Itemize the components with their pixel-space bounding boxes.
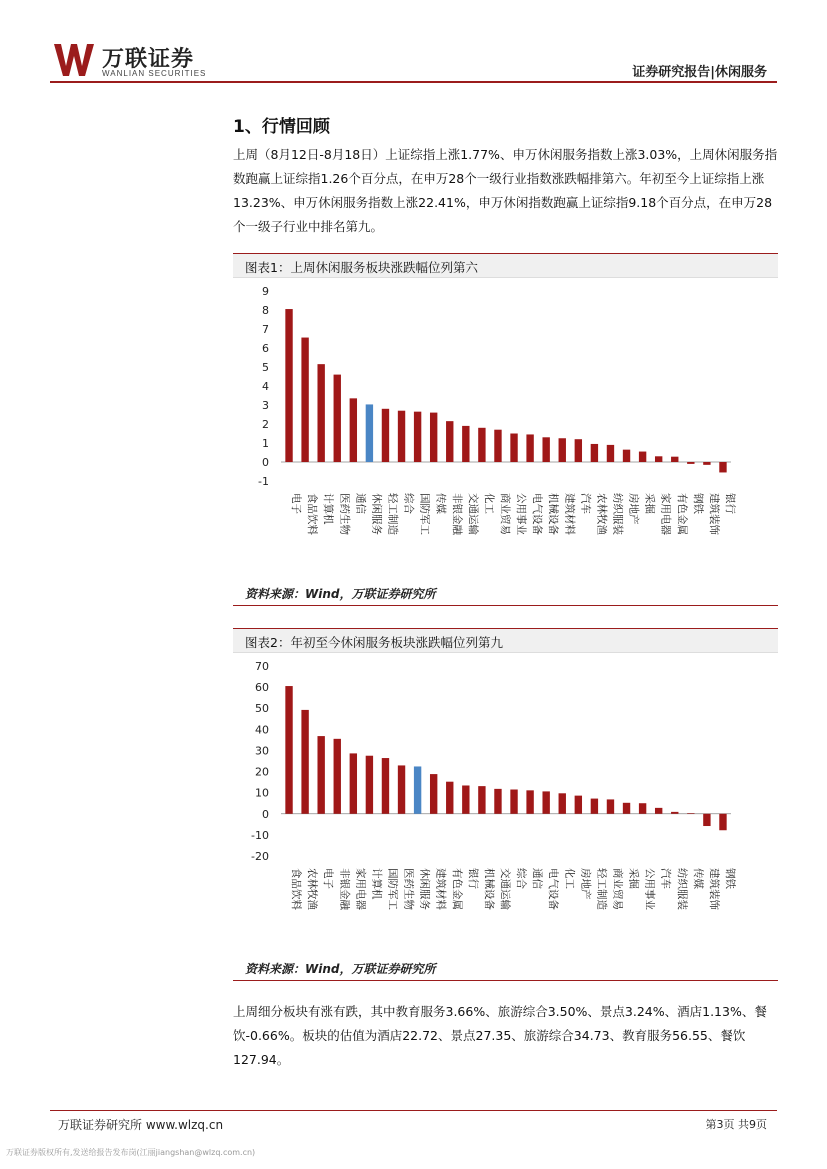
- category-label: 化工: [482, 493, 495, 514]
- bar: [510, 434, 517, 463]
- bar: [719, 462, 726, 472]
- bar: [703, 814, 710, 826]
- bar: [446, 782, 453, 814]
- bar: [334, 739, 341, 814]
- y-tick-label: 70: [255, 660, 269, 673]
- page-number: 第3页 共9页: [705, 1118, 767, 1131]
- category-label: 公用事业: [643, 868, 656, 910]
- bar: [430, 413, 437, 462]
- brand-logo: [52, 42, 242, 82]
- category-label: 商业贸易: [611, 868, 624, 910]
- figure-2-title: 图表2：年初至今休闲服务板块涨跌幅位列第九: [245, 635, 503, 650]
- category-label: 计算机: [322, 493, 335, 525]
- category-label: 有色金属: [675, 493, 688, 535]
- bar: [317, 364, 324, 462]
- y-tick-label: 3: [262, 399, 269, 412]
- category-label: 电子: [322, 868, 335, 889]
- bar: [591, 444, 598, 462]
- category-label: 交通运输: [498, 868, 511, 910]
- category-label: 食品饮料: [306, 493, 319, 535]
- y-tick-label: 10: [255, 786, 269, 800]
- footer-divider: [50, 1110, 777, 1111]
- category-label: 农林牧渔: [306, 868, 319, 910]
- category-label: 建筑材料: [563, 493, 576, 535]
- bar: [382, 758, 389, 814]
- figure-1-bottom-rule: [233, 605, 778, 606]
- bar: [623, 450, 630, 462]
- category-label: 银行: [723, 493, 736, 514]
- bar: [462, 785, 469, 813]
- bar: [382, 409, 389, 462]
- brand-name-cn: 万联证券: [102, 47, 195, 72]
- category-label: 轻工制造: [595, 868, 608, 910]
- figure-2-source: 资料来源：Wind，万联证券研究所: [245, 962, 436, 976]
- header-divider: [50, 81, 777, 83]
- bar: [671, 457, 678, 462]
- bar: [398, 765, 405, 813]
- y-tick-label: 30: [255, 744, 269, 758]
- copyright-watermark: 万联证券版权所有,发送给报告发布岗(江丽jiangshan@wlzq.com.cn): [6, 1148, 256, 1157]
- bar: [366, 756, 373, 814]
- bar: [366, 404, 373, 462]
- bar: [285, 309, 292, 462]
- bar: [526, 434, 533, 462]
- category-label: 家用电器: [659, 493, 672, 535]
- sub-sector-paragraph: 上周细分板块有涨有跌，其中教育服务3.66%、旅游综合3.50%、景点3.24%、酒店1.13%、餐饮-0.66%。板块的估值为酒店22.72、景点27.35、旅游综合34.73、教育服务56.55、餐饮127.94。: [233, 1004, 767, 1067]
- category-label: 国防军工: [386, 868, 399, 910]
- category-label: 食品饮料: [290, 868, 303, 910]
- bar: [607, 799, 614, 813]
- bar: [494, 789, 501, 814]
- bar: [301, 710, 308, 814]
- y-tick-label: 20: [255, 765, 269, 779]
- bar: [687, 813, 694, 814]
- category-label: 家用电器: [354, 868, 367, 910]
- y-tick-label: 2: [262, 418, 269, 431]
- category-label: 房地产: [579, 868, 592, 900]
- bar: [542, 437, 549, 462]
- bar: [671, 812, 678, 814]
- bar: [687, 462, 694, 464]
- category-label: 采掘: [627, 868, 640, 889]
- category-label: 钢铁: [691, 493, 704, 514]
- bar: [542, 791, 549, 813]
- y-tick-label: 4: [262, 380, 269, 393]
- wanlian-logo-icon: [52, 42, 96, 78]
- category-label: 综合: [515, 868, 528, 889]
- category-label: 交通运输: [466, 493, 479, 535]
- bar: [719, 814, 726, 830]
- figure-2: [233, 628, 778, 982]
- bar: [350, 398, 357, 462]
- category-label: 汽车: [659, 868, 672, 889]
- bar: [575, 796, 582, 814]
- bar: [350, 753, 357, 813]
- category-label: 通信: [354, 493, 367, 514]
- bar: [591, 799, 598, 814]
- category-label: 非银金融: [450, 493, 463, 535]
- bar: [526, 790, 533, 813]
- y-tick-label: 40: [255, 723, 269, 737]
- category-label: 休闲服务: [370, 493, 383, 535]
- bar: [703, 462, 710, 465]
- y-tick-label: 8: [262, 304, 269, 317]
- y-tick-label: -10: [251, 828, 269, 842]
- figure-1-title: 图表1：上周休闲服务板块涨跌幅位列第六: [245, 260, 478, 275]
- category-label: 采掘: [643, 493, 656, 514]
- bar: [285, 686, 292, 814]
- y-tick-label: 1: [262, 437, 269, 450]
- category-label: 纺织服装: [675, 868, 688, 910]
- category-label: 休闲服务: [418, 868, 431, 910]
- y-tick-label: 60: [255, 681, 269, 695]
- bar: [334, 375, 341, 462]
- y-tick-label: 7: [262, 323, 269, 336]
- category-label: 有色金属: [450, 868, 463, 910]
- figure-2-header: [233, 628, 778, 653]
- category-label: 电气设备: [531, 493, 544, 535]
- category-label: 机械设备: [547, 493, 560, 535]
- bar: [301, 338, 308, 462]
- category-label: 传媒: [434, 493, 447, 514]
- category-label: 房地产: [627, 493, 640, 525]
- bar: [623, 803, 630, 814]
- category-label: 农林牧渔: [595, 493, 608, 535]
- market-review-paragraph: 上周（8月12日-8月18日）上证综指上涨1.77%、申万休闲服务指数上涨3.03%，上周休闲服务指数跑赢上证综指1.26个百分点，在申万28个一级行业指数涨跌幅排第六。年初至今上证综指上涨13.23%、申万休闲服务指数上涨22.41%，申万休闲指数跑赢上证综指9.18个百分点，在申万28个一级子行业中排名第九。: [233, 147, 778, 234]
- bar: [575, 439, 582, 462]
- report-category: 证券研究报告|休闲服务: [632, 65, 767, 80]
- bar: [559, 793, 566, 813]
- bar: [510, 790, 517, 814]
- category-label: 传媒: [691, 868, 704, 889]
- y-tick-label: 0: [262, 456, 269, 469]
- footer-website: 万联证券研究所 www.wlzq.cn: [58, 1118, 224, 1132]
- category-label: 银行: [466, 868, 479, 889]
- category-label: 公用事业: [515, 493, 528, 535]
- y-tick-label: 50: [255, 702, 269, 716]
- section-title: 1、行情回顾: [233, 117, 330, 137]
- category-label: 电子: [290, 493, 303, 514]
- category-label: 化工: [563, 868, 576, 889]
- category-label: 建筑材料: [434, 868, 447, 910]
- category-label: 纺织服装: [611, 493, 624, 535]
- bar: [462, 426, 469, 462]
- bar: [414, 412, 421, 462]
- bar: [559, 438, 566, 462]
- bar: [398, 411, 405, 462]
- bar: [414, 766, 421, 813]
- y-tick-label: 6: [262, 342, 269, 355]
- y-tick-label: 5: [262, 361, 269, 374]
- category-label: 建筑装饰: [707, 868, 720, 910]
- category-label: 商业贸易: [498, 493, 511, 535]
- y-tick-label: -1: [258, 475, 269, 488]
- bar: [655, 456, 662, 462]
- figure-2-bottom-rule: [233, 980, 778, 981]
- category-label: 计算机: [370, 868, 383, 900]
- figure-1-source: 资料来源：Wind，万联证券研究所: [245, 587, 436, 601]
- y-tick-label: -20: [251, 850, 269, 863]
- category-label: 建筑装饰: [707, 493, 720, 535]
- bar: [478, 428, 485, 462]
- figure-2-chart: [233, 654, 778, 954]
- y-tick-label: 9: [262, 285, 269, 298]
- bar: [446, 421, 453, 462]
- figure-1-header: [233, 253, 778, 278]
- category-label: 非银金融: [338, 868, 351, 910]
- category-label: 轻工制造: [386, 493, 399, 535]
- category-label: 综合: [402, 493, 415, 514]
- figure-1-chart: [233, 279, 778, 579]
- bar: [494, 430, 501, 462]
- category-label: 国防军工: [418, 493, 431, 535]
- category-label: 机械设备: [482, 868, 495, 910]
- brand-name-en: WANLIAN SECURITIES: [102, 69, 207, 78]
- category-label: 汽车: [579, 493, 592, 514]
- bar: [655, 808, 662, 814]
- bar: [430, 774, 437, 814]
- category-label: 电气设备: [547, 868, 560, 910]
- figure-1: [233, 253, 778, 608]
- y-tick-label: 0: [262, 807, 269, 821]
- category-label: 通信: [531, 868, 544, 889]
- category-label: 医药生物: [402, 868, 415, 910]
- bar: [478, 786, 485, 814]
- category-label: 钢铁: [723, 868, 736, 889]
- bar: [639, 452, 646, 462]
- category-label: 医药生物: [338, 493, 351, 535]
- bar: [607, 445, 614, 462]
- bar: [639, 803, 646, 814]
- bar: [317, 736, 324, 814]
